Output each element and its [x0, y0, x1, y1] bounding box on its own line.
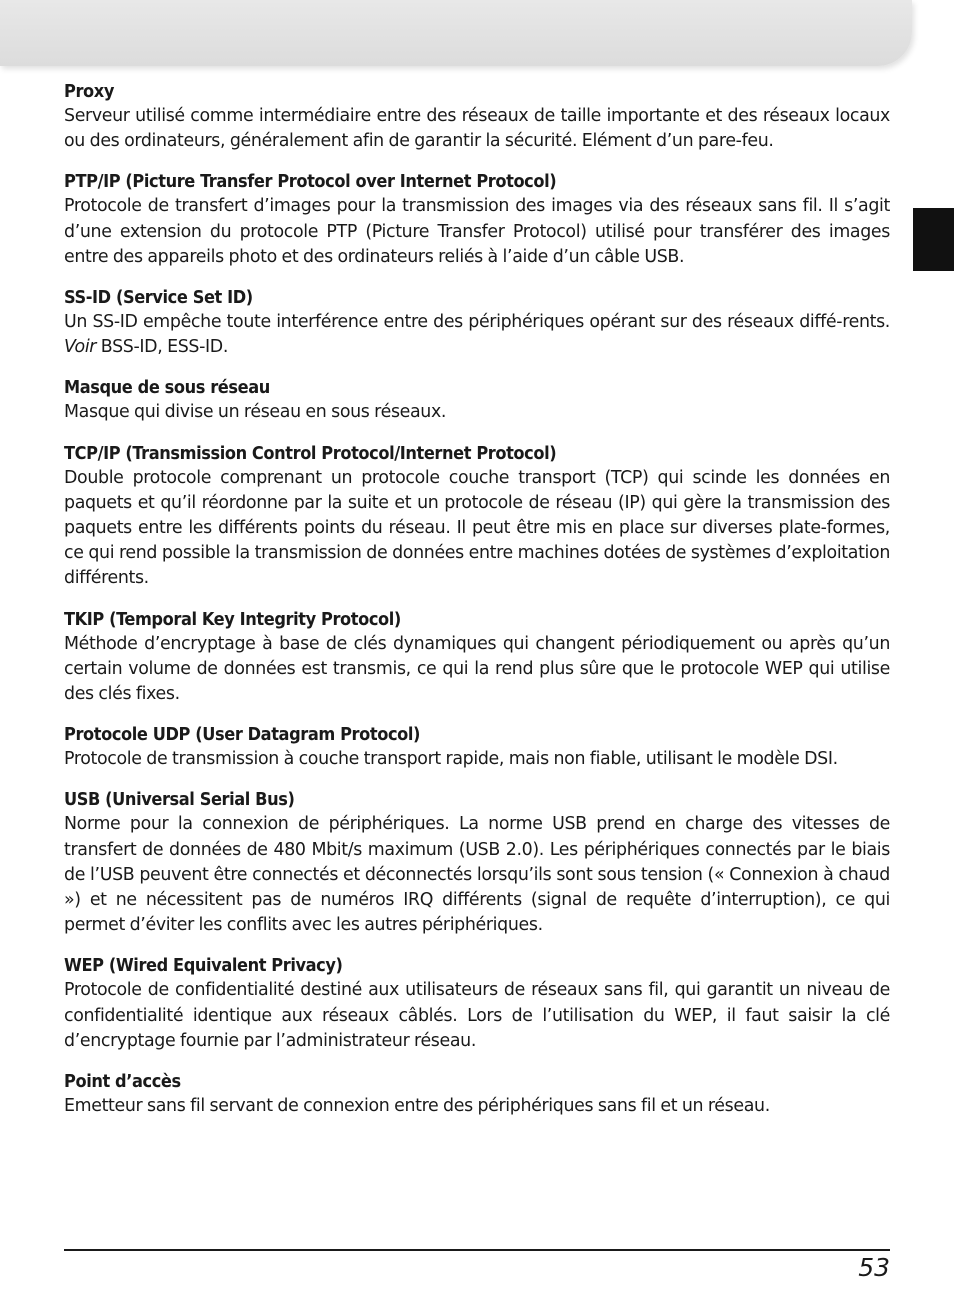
glossary-definition: Protocole de confidentialité destiné aux utilisateurs de réseaux sans fil, qui garantit un niveau de confidentialité identique aux réseaux câblés. Lors de l’utilisation du WEP, il faut saisir la clé d’encryptage fournie par l’administrateur réseau.: [64, 980, 890, 1051]
glossary-definition: Norme pour la connexion de périphériques. La norme USB prend en charge des vitesses de transfert de données de 480 Mbit/s maximum (USB 2.0). Les périphériques connectés par le biais de l’USB peuvent être connectés et déconnectés lorsqu’ils sont sous tension (« Connexion à chaud ») et ne nécessitent pas de numéros IRQ différents (signal de requête d’interruption), ce qui permet d’éviter les conflits avec les autres périphériques.: [64, 814, 890, 936]
see-also-link-bss-id[interactable]: BSS-ID: [100, 337, 158, 358]
glossary-definition: Méthode d’encryptage à base de clés dynamiques qui changent périodiquement ou après qu’un certain volume de données est transmis, ce qui la rend plus sûre que le protocole WEP qui utilise des clés fixes.: [64, 633, 890, 705]
glossary-entry-tcp-ip: [64, 441, 890, 592]
page-number: 53: [858, 1253, 890, 1282]
section-tab-marker: [913, 208, 954, 271]
glossary-term: WEP (Wired Equivalent Privacy): [64, 955, 343, 977]
glossary-definition: Protocole de transfert d’images pour la transmission des images via des réseaux sans fil. Il s’agit d’une extension du protocole PTP (Picture Transfer Protocol) utilisé pour transférer des images entre des appareils photo et des ordinateurs reliés à l’aide d’un câble USB.: [64, 196, 890, 267]
glossary-definition: Un SS-ID empêche toute interférence entre des périphériques opérant sur des réseaux diffé-rents. Voir BSS-ID, ESS-ID.: [64, 312, 890, 358]
glossary-term: TKIP (Temporal Key Integrity Protocol): [64, 608, 401, 630]
glossary-entry-tkip: [64, 607, 890, 708]
glossary-term: Protocole UDP (User Datagram Protocol): [64, 724, 421, 746]
glossary-entry-usb: [64, 787, 890, 938]
see-also-link-ess-id[interactable]: ESS-ID: [167, 337, 223, 358]
glossary-entry-point-acces: [64, 1069, 890, 1119]
glossary-definition: Protocole de transmission à couche transport rapide, mais non fiable, utilisant le modèle DSI.: [64, 749, 838, 770]
header-band: [0, 0, 912, 66]
glossary-definition: Double protocole comprenant un protocole couche transport (TCP) qui scinde les données en paquets et qu’il réordonne par la suite et un protocole de réseau (IP) qui gère la transmission des paquets entre les différents points du réseau. Il peut être mis en place sur diverses plate-formes, ce qui rend possible la transmission de données entre machines dotées de systèmes d’exploitation différents.: [64, 467, 890, 589]
glossary-term: Proxy: [64, 81, 114, 102]
glossary-entry-ss-id: [64, 285, 890, 360]
glossary-entry-wep: [64, 953, 890, 1054]
glossary-definition: Serveur utilisé comme intermédiaire entre des réseaux de taille importante et des réseaux locaux ou des ordinateurs, généralement afin de garantir la sécurité. Elément d’un pare-feu.: [64, 106, 890, 152]
glossary-term: PTP/IP (Picture Transfer Protocol over Internet Protocol): [64, 171, 557, 193]
glossary-entry-proxy: [64, 79, 890, 154]
footer-divider: [64, 1249, 890, 1251]
glossary-definition: Emetteur sans fil servant de connexion entre des périphériques sans fil et un réseau.: [64, 1096, 770, 1117]
glossary-term: Masque de sous réseau: [64, 377, 270, 399]
glossary-entry-udp: [64, 722, 890, 772]
glossary-term: USB (Universal Serial Bus): [64, 789, 295, 811]
glossary-definition: Masque qui divise un réseau en sous réseaux.: [64, 402, 447, 423]
glossary-list: [64, 79, 890, 1134]
glossary-term: TCP/IP (Transmission Control Protocol/Internet Protocol): [64, 442, 557, 464]
glossary-term: SS-ID (Service Set ID): [64, 287, 253, 309]
glossary-term: Point d’accès: [64, 1071, 181, 1093]
definition-text: Un SS-ID empêche toute interférence entre des périphériques opérant sur des réseaux diffé-rents.: [64, 312, 890, 333]
see-also-label: Voir: [64, 337, 97, 358]
glossary-entry-ptp-ip: [64, 169, 890, 270]
glossary-entry-masque: [64, 375, 890, 425]
